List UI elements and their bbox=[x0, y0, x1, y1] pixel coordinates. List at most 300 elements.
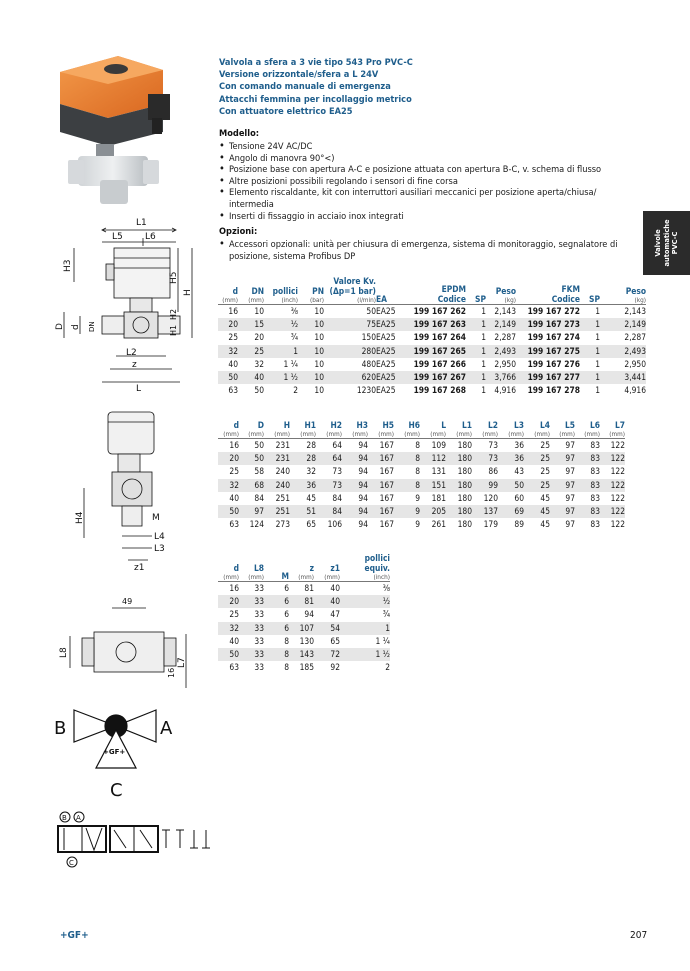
table-cell: 1 ½ bbox=[340, 648, 390, 661]
table-cell: 122 bbox=[610, 519, 625, 530]
table-cell: 33 bbox=[239, 582, 264, 596]
table-cell: 6 bbox=[264, 595, 289, 608]
table-cell: 2 bbox=[385, 662, 390, 673]
table-cell: 199 167 262 bbox=[406, 305, 466, 319]
table-cell: 167 bbox=[379, 466, 394, 477]
table-cell: 47 bbox=[330, 609, 340, 620]
table-cell: 68 bbox=[239, 479, 264, 492]
table-cell: 94 bbox=[358, 519, 368, 530]
table-cell: 97 bbox=[239, 505, 264, 518]
table-cell: 20 bbox=[218, 595, 239, 608]
table-cell: 83 bbox=[590, 492, 600, 503]
table-cell: 97 bbox=[550, 452, 575, 465]
table-cell: 3,766 bbox=[486, 371, 516, 384]
table-row bbox=[218, 305, 646, 319]
table-cell: 25 bbox=[228, 332, 238, 343]
table-cell: 2,493 bbox=[600, 345, 646, 358]
table-row bbox=[218, 608, 390, 621]
table-cell: 131 bbox=[431, 466, 446, 477]
table-cell: 10 bbox=[314, 358, 324, 369]
table-cell: 181 bbox=[431, 492, 446, 503]
label-DN: DN bbox=[88, 321, 96, 332]
table-cell: 231 bbox=[264, 439, 290, 453]
table-cell: 2 bbox=[293, 385, 298, 396]
table-cell: 137 bbox=[472, 505, 498, 518]
table-cell: 32 bbox=[254, 358, 264, 369]
table-cell: 1 bbox=[481, 332, 486, 343]
table-cell: 9 bbox=[415, 519, 420, 530]
table-row bbox=[218, 648, 390, 661]
table-cell: 1 bbox=[580, 305, 600, 319]
table-cell: 2,143 bbox=[600, 305, 646, 319]
table-cell: 1 bbox=[466, 305, 486, 319]
column-header: L6 (mm) bbox=[584, 420, 600, 438]
table-cell: 273 bbox=[275, 519, 290, 530]
table-cell: EA25 bbox=[376, 305, 406, 319]
table-cell: 1 bbox=[595, 385, 600, 396]
table-cell: 122 bbox=[600, 439, 625, 453]
table-cell: EA25 bbox=[376, 318, 406, 331]
column-header: M bbox=[281, 571, 289, 581]
table-cell: 1 bbox=[595, 358, 600, 369]
table-cell: 10 bbox=[298, 345, 324, 358]
label-L: L bbox=[136, 384, 142, 392]
title-line: Versione orizzontale/sfera a L 24V bbox=[219, 69, 379, 81]
table-cell: 25 bbox=[524, 452, 550, 465]
label-H4: H4 bbox=[75, 511, 85, 524]
column-header: z (mm) bbox=[298, 563, 314, 581]
table-cell: 185 bbox=[299, 662, 314, 673]
table-cell: 50 bbox=[218, 371, 238, 384]
modello-heading: Modello: bbox=[219, 128, 260, 139]
label-L4: L4 bbox=[154, 532, 165, 542]
label-L1: L1 bbox=[136, 218, 147, 228]
column-header: L4 (mm) bbox=[534, 420, 550, 438]
column-header: SP bbox=[589, 294, 600, 304]
column-header: Peso (kg) bbox=[625, 286, 646, 304]
table-cell: 73 bbox=[316, 479, 342, 492]
list-item: • Posizione base con apertura A-C e posizione attuata con apertura B-C, v. schema di flusso bbox=[219, 164, 639, 176]
table-cell: 16 bbox=[218, 582, 239, 596]
table-cell: 1 bbox=[580, 318, 600, 331]
column-header: pollici equiv. (inch) bbox=[364, 553, 390, 581]
table-cell: 94 bbox=[358, 492, 368, 503]
label-L2: L2 bbox=[126, 348, 137, 358]
column-header: D (mm) bbox=[248, 420, 264, 438]
table-cell: 40 bbox=[229, 492, 239, 503]
table-cell: 10 bbox=[298, 305, 324, 319]
table-cell: 180 bbox=[446, 505, 472, 518]
table-cell: 199 167 277 bbox=[516, 371, 580, 384]
dimension-drawing-bottom bbox=[56, 596, 196, 696]
table-cell: 50 bbox=[218, 505, 239, 518]
column-header: d (mm) bbox=[223, 420, 239, 438]
list-item: • Altre posizioni possibili regolando i sensori di fine corsa bbox=[219, 176, 639, 188]
table-cell: 1 ¼ bbox=[375, 635, 390, 646]
table-cell: 167 bbox=[379, 492, 394, 503]
table-cell: 33 bbox=[239, 648, 264, 661]
table-cell: 54 bbox=[314, 622, 340, 635]
column-header: H1 (mm) bbox=[300, 420, 316, 438]
table-cell: 8 bbox=[394, 439, 420, 453]
table-cell: 143 bbox=[289, 648, 314, 661]
column-header: pollici (inch) bbox=[272, 286, 298, 304]
title-line: Con attuatore elettrico EA25 bbox=[219, 105, 353, 117]
table-cell: 240 bbox=[264, 479, 290, 492]
table-cell: ½ bbox=[264, 318, 298, 331]
port-A: A bbox=[160, 718, 173, 739]
table-cell: 45 bbox=[540, 492, 550, 503]
label-49: 49 bbox=[122, 597, 133, 606]
table-cell: 94 bbox=[342, 479, 368, 492]
title-line: Attacchi femmina per incollaggio metrico bbox=[219, 93, 412, 105]
table-cell: 106 bbox=[327, 519, 342, 530]
table-row bbox=[218, 318, 646, 331]
modello-list bbox=[219, 141, 639, 222]
list-item-continuation: intermedia bbox=[229, 198, 274, 210]
list-item: • Angolo di manovra 90°<) bbox=[219, 153, 639, 165]
table-cell: 3,441 bbox=[600, 371, 646, 384]
table-cell: 1 bbox=[481, 358, 486, 369]
table-cell: 83 bbox=[590, 519, 600, 530]
table-cell: 4,916 bbox=[494, 385, 516, 396]
table-cell: 15 bbox=[238, 318, 264, 331]
table-cell: ⅜ bbox=[264, 305, 298, 319]
label-H: H bbox=[183, 289, 193, 296]
table-cell: 83 bbox=[575, 505, 600, 518]
table-cell: 32 bbox=[306, 466, 316, 477]
table-cell: 130 bbox=[299, 635, 314, 646]
table-cell: 1230 bbox=[356, 385, 376, 396]
column-header: L (mm) bbox=[430, 420, 446, 438]
table-cell: 10 bbox=[314, 385, 324, 396]
column-header: Peso (kg) bbox=[495, 286, 516, 304]
table-cell: 167 bbox=[379, 519, 394, 530]
table-cell: 199 167 264 bbox=[413, 332, 466, 343]
table-cell: 1 bbox=[264, 345, 298, 358]
list-item: • Elemento riscaldante, kit con interruttori ausiliari meccanici per posizione aperta/chiusa/ bbox=[219, 187, 639, 199]
table-cell: 107 bbox=[289, 622, 314, 635]
schema-C: C bbox=[69, 859, 74, 867]
table-cell: 81 bbox=[289, 582, 314, 596]
table-cell: 151 bbox=[420, 479, 446, 492]
table-row bbox=[218, 331, 646, 344]
table-cell: 28 bbox=[290, 439, 316, 453]
table-row bbox=[218, 452, 625, 465]
table-cell: ½ bbox=[340, 595, 390, 608]
table-row bbox=[218, 595, 390, 608]
table-cell: 199 167 272 bbox=[516, 305, 580, 319]
table-cell: ⅜ bbox=[340, 582, 390, 596]
table-cell: 50 bbox=[324, 305, 376, 319]
table-row bbox=[218, 479, 625, 492]
table-cell: 40 bbox=[238, 371, 264, 384]
column-header: L3 (mm) bbox=[508, 420, 524, 438]
table-cell: 63 bbox=[229, 519, 239, 530]
schema-B: B bbox=[62, 814, 67, 822]
table-cell: 33 bbox=[254, 635, 264, 646]
table-row bbox=[218, 661, 390, 674]
table-cell: 2,287 bbox=[494, 332, 516, 343]
table-cell: 199 167 267 bbox=[406, 371, 466, 384]
table-cell: ¾ bbox=[382, 609, 390, 620]
table-cell: 280 bbox=[324, 345, 376, 358]
table-cell: 36 bbox=[498, 439, 524, 453]
table-cell: 6 bbox=[264, 582, 289, 596]
table-cell: 73 bbox=[472, 452, 498, 465]
table-cell: 180 bbox=[446, 479, 472, 492]
title-line: Valvola a sfera a 3 vie tipo 543 Pro PVC-C bbox=[219, 57, 413, 68]
table-cell: 97 bbox=[550, 479, 575, 492]
table-cell: 10 bbox=[298, 318, 324, 331]
table-cell: 2,143 bbox=[486, 305, 516, 319]
table-cell: 199 167 275 bbox=[516, 345, 580, 358]
table-cell: EA25 bbox=[376, 358, 396, 369]
table-cell: 58 bbox=[254, 466, 264, 477]
table-row bbox=[218, 582, 390, 596]
table-cell: 63 bbox=[229, 662, 239, 673]
schema-A: A bbox=[76, 814, 81, 822]
table-cell: 199 167 274 bbox=[527, 332, 580, 343]
table-row bbox=[218, 518, 625, 531]
table-cell: 84 bbox=[254, 492, 264, 503]
table-cell: 112 bbox=[420, 452, 446, 465]
table-cell: 94 bbox=[342, 505, 368, 518]
table-cell: 20 bbox=[218, 318, 238, 331]
table-cell: 4,916 bbox=[624, 385, 646, 396]
table-cell: ¾ bbox=[290, 332, 298, 343]
column-header: L8 (mm) bbox=[248, 563, 264, 581]
table-cell: 8 bbox=[264, 648, 289, 661]
table-cell: EA25 bbox=[376, 385, 396, 396]
port-C: C bbox=[110, 780, 123, 801]
flow-logo: +GF+ bbox=[103, 748, 126, 756]
table-cell: 199 167 266 bbox=[413, 358, 466, 369]
column-header: H6 (mm) bbox=[404, 420, 420, 438]
column-header: z1 (mm) bbox=[324, 563, 340, 581]
table-cell: 251 bbox=[275, 492, 290, 503]
table-cell: 2,493 bbox=[486, 345, 516, 358]
table-cell: 36 bbox=[290, 479, 316, 492]
label-H5: H5 bbox=[169, 271, 179, 284]
table-cell: 94 bbox=[358, 466, 368, 477]
table-cell: 179 bbox=[483, 519, 498, 530]
label-H3: H3 bbox=[63, 259, 73, 272]
table-cell: 65 bbox=[330, 635, 340, 646]
table-cell: EA25 bbox=[376, 332, 396, 343]
table-header-row bbox=[218, 420, 625, 439]
table-cell: 2,950 bbox=[624, 358, 646, 369]
table-cell: 20 bbox=[218, 452, 239, 465]
table-cell: 1 bbox=[466, 345, 486, 358]
table-cell: 620 bbox=[324, 371, 376, 384]
table-cell: 251 bbox=[264, 505, 290, 518]
table-cell: 122 bbox=[610, 492, 625, 503]
label-z1: z1 bbox=[134, 563, 145, 573]
table-cell: 480 bbox=[361, 358, 376, 369]
label-M: M bbox=[152, 513, 160, 523]
table-cell: 97 bbox=[565, 492, 575, 503]
table-cell: 64 bbox=[316, 439, 342, 453]
table-cell: 83 bbox=[575, 452, 600, 465]
table-cell: 25 bbox=[524, 439, 550, 453]
table-cell: 199 167 273 bbox=[516, 318, 580, 331]
fixing-table bbox=[218, 553, 390, 674]
table-cell: 1 ½ bbox=[264, 371, 298, 384]
opzioni-list bbox=[219, 239, 644, 262]
table-cell: 1 bbox=[340, 622, 390, 635]
label-D: D bbox=[55, 323, 65, 330]
label-H2: H2 bbox=[169, 308, 178, 320]
table-cell: 81 bbox=[289, 595, 314, 608]
table-row bbox=[218, 622, 390, 635]
table-cell: 83 bbox=[590, 466, 600, 477]
table-cell: 36 bbox=[498, 452, 524, 465]
table-cell: 92 bbox=[330, 662, 340, 673]
side-tab-line: PVC-C bbox=[669, 231, 679, 255]
table-cell: 205 bbox=[420, 505, 446, 518]
table-cell: 1 bbox=[466, 318, 486, 331]
table-cell: 45 bbox=[524, 505, 550, 518]
table-cell: 1 bbox=[580, 345, 600, 358]
table-cell: 199 167 268 bbox=[413, 385, 466, 396]
table-cell: 2,950 bbox=[494, 358, 516, 369]
table-cell: 1 bbox=[595, 332, 600, 343]
table-cell: 45 bbox=[540, 519, 550, 530]
list-item: • Accessori opzionali: unità per chiusura di emergenza, sistema di monitoraggio, segnalatore di bbox=[219, 239, 644, 251]
table-cell: 6 bbox=[264, 622, 289, 635]
table-cell: 122 bbox=[610, 466, 625, 477]
table-cell: 83 bbox=[575, 479, 600, 492]
table-row bbox=[218, 492, 625, 505]
table-cell: 60 bbox=[514, 492, 524, 503]
table-cell: 10 bbox=[314, 332, 324, 343]
table-cell: 33 bbox=[254, 609, 264, 620]
table-cell: 50 bbox=[239, 452, 264, 465]
table-cell: 99 bbox=[472, 479, 498, 492]
table-row bbox=[218, 505, 625, 518]
table-cell: 1 ¼ bbox=[283, 358, 298, 369]
column-header: H3 (mm) bbox=[352, 420, 368, 438]
opzioni-heading: Opzioni: bbox=[219, 226, 258, 237]
table-cell: 86 bbox=[488, 466, 498, 477]
table-cell: 40 bbox=[228, 358, 238, 369]
table-row bbox=[218, 384, 646, 397]
table-cell: 231 bbox=[264, 452, 290, 465]
dimensions-table bbox=[218, 420, 625, 531]
column-header: L2 (mm) bbox=[482, 420, 498, 438]
table-cell: 8 bbox=[394, 452, 420, 465]
table-cell: 32 bbox=[218, 345, 238, 358]
table-cell: 199 167 278 bbox=[527, 385, 580, 396]
table-cell: 65 bbox=[306, 519, 316, 530]
table-cell: 167 bbox=[368, 452, 394, 465]
table-row bbox=[218, 371, 646, 384]
table-cell: 45 bbox=[306, 492, 316, 503]
table-cell: 180 bbox=[457, 519, 472, 530]
table-cell: 9 bbox=[394, 505, 420, 518]
label-L7: L7 bbox=[177, 657, 187, 668]
column-header: EA bbox=[376, 294, 387, 304]
label-d: d bbox=[71, 324, 81, 330]
table-header-row bbox=[218, 553, 390, 582]
table-cell: 40 bbox=[314, 595, 340, 608]
table-cell: 180 bbox=[457, 492, 472, 503]
table-cell: 180 bbox=[457, 466, 472, 477]
table-cell: 8 bbox=[415, 466, 420, 477]
table-cell: 10 bbox=[298, 371, 324, 384]
table-cell: 16 bbox=[218, 439, 239, 453]
table-cell: 167 bbox=[368, 505, 394, 518]
table-cell: EA25 bbox=[376, 345, 406, 358]
dimension-drawing-front bbox=[50, 212, 200, 392]
table-cell: 25 bbox=[229, 466, 239, 477]
table-cell: 32 bbox=[218, 479, 239, 492]
title-line: Con comando manuale di emergenza bbox=[219, 81, 391, 93]
product-photo bbox=[48, 52, 188, 212]
column-header: DN (mm) bbox=[248, 286, 264, 304]
dimension-drawing-side bbox=[72, 408, 182, 576]
side-tab-line: automatiche bbox=[661, 219, 671, 267]
table-cell: 83 bbox=[575, 439, 600, 453]
table-row bbox=[218, 439, 625, 453]
table-cell: 8 bbox=[284, 635, 289, 646]
table-cell: 69 bbox=[498, 505, 524, 518]
table-cell: 89 bbox=[514, 519, 524, 530]
table-cell: 75 bbox=[324, 318, 376, 331]
table-cell: 20 bbox=[254, 332, 264, 343]
table-cell: 122 bbox=[600, 479, 625, 492]
column-header: Valore Kv. (Δp=1 bar) (l/min) bbox=[329, 276, 376, 304]
column-header: L1 (mm) bbox=[456, 420, 472, 438]
table-cell: 25 bbox=[540, 466, 550, 477]
table-cell: 261 bbox=[431, 519, 446, 530]
table-cell: 97 bbox=[565, 519, 575, 530]
table-cell: 32 bbox=[218, 622, 239, 635]
table-cell: 1 bbox=[481, 385, 486, 396]
list-item-continuation: posizione, sistema Profibus DP bbox=[229, 250, 356, 262]
table-cell: 50 bbox=[498, 479, 524, 492]
table-cell: 94 bbox=[342, 439, 368, 453]
column-header: PN (bar) bbox=[309, 286, 324, 304]
table-cell: 63 bbox=[228, 385, 238, 396]
table-cell: 94 bbox=[342, 452, 368, 465]
side-tab-line: Valvole bbox=[652, 229, 662, 257]
codes-table bbox=[218, 276, 646, 397]
page-number: 207 bbox=[630, 930, 648, 941]
table-cell: 50 bbox=[239, 439, 264, 453]
table-cell: 33 bbox=[254, 662, 264, 673]
section-side-tab bbox=[643, 211, 690, 275]
label-L8: L8 bbox=[59, 647, 69, 658]
column-header: L5 (mm) bbox=[559, 420, 575, 438]
column-header: L7 (mm) bbox=[609, 420, 625, 438]
table-cell: 84 bbox=[316, 505, 342, 518]
table-cell: 84 bbox=[332, 492, 342, 503]
label-16: 16 bbox=[167, 667, 176, 678]
table-cell: 2,287 bbox=[624, 332, 646, 343]
table-cell: 25 bbox=[524, 479, 550, 492]
table-cell: 97 bbox=[565, 466, 575, 477]
table-cell: 25 bbox=[229, 609, 239, 620]
column-header: d (mm) bbox=[223, 563, 239, 581]
table-cell: 120 bbox=[483, 492, 498, 503]
table-cell: 1 bbox=[580, 371, 600, 384]
table-cell: 73 bbox=[332, 466, 342, 477]
table-header-row bbox=[218, 276, 646, 305]
column-header: FKM Codice bbox=[551, 284, 580, 304]
table-cell: 1 bbox=[466, 371, 486, 384]
